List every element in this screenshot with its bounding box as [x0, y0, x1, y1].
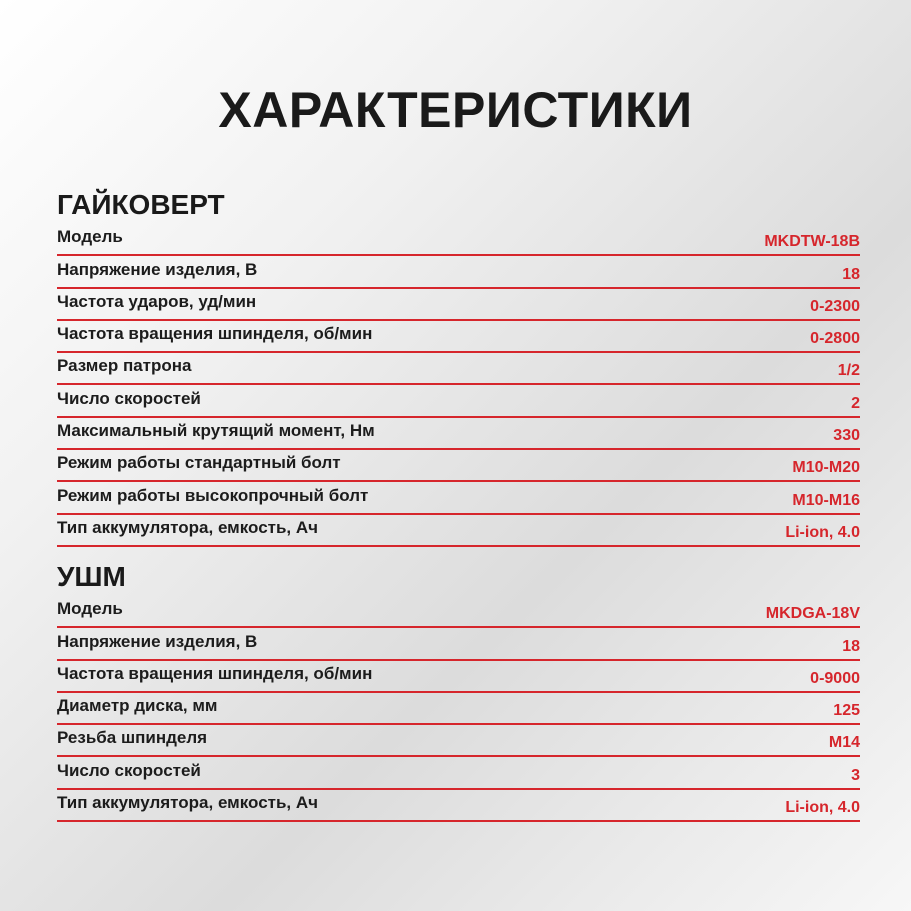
spec-row-spindle-thread — [57, 725, 860, 757]
spec-label: Диаметр диска, мм — [57, 696, 218, 716]
spec-row-voltage — [57, 628, 860, 660]
spec-label: Модель — [57, 599, 123, 619]
spec-label: Частота вращения шпинделя, об/мин — [57, 324, 373, 344]
spec-row-max-torque — [57, 418, 860, 450]
spec-label: Режим работы высокопрочный болт — [57, 485, 369, 505]
spec-value: 18 — [842, 265, 860, 283]
spec-value: M14 — [828, 734, 860, 752]
spec-value: 1/2 — [837, 362, 860, 380]
spec-value: M10-M16 — [792, 491, 860, 509]
spec-value: 125 — [833, 702, 860, 720]
spec-row-impact-rate — [57, 289, 860, 321]
spec-value: 0-2300 — [810, 297, 860, 315]
spec-label: Размер патрона — [57, 356, 192, 376]
spec-row-speeds — [57, 385, 860, 417]
spec-label: Модель — [57, 227, 123, 247]
spec-row-battery — [57, 515, 860, 547]
spec-row-speeds — [57, 757, 860, 789]
spec-value: 330 — [833, 427, 860, 445]
spec-label: Число скоростей — [57, 760, 201, 780]
spec-label: Режим работы стандартный болт — [57, 453, 341, 473]
page-title: ХАРАКТЕРИСТИКИ — [218, 82, 693, 138]
spec-label: Частота ударов, уд/мин — [57, 291, 257, 311]
spec-value: Li-ion, 4.0 — [785, 799, 860, 817]
spec-label: Частота вращения шпинделя, об/мин — [57, 663, 373, 683]
section-title: УШМ — [57, 561, 126, 592]
spec-label: Число скоростей — [57, 388, 201, 408]
spec-row-disc-diameter — [57, 693, 860, 725]
section-title: ГАЙКОВЕРТ — [57, 189, 225, 220]
spec-row-spindle-speed — [57, 661, 860, 693]
spec-row-model — [57, 596, 860, 628]
spec-row-standard-bolt — [57, 450, 860, 482]
spec-row-voltage — [57, 256, 860, 288]
spec-row-high-strength-bolt — [57, 482, 860, 514]
spec-value: 2 — [851, 394, 860, 412]
spec-label: Тип аккумулятора, емкость, Ач — [57, 517, 319, 537]
spec-value: MKDTW-18B — [764, 233, 860, 251]
spec-row-battery — [57, 790, 860, 822]
spec-row-chuck-size — [57, 353, 860, 385]
spec-label: Максимальный крутящий момент, Нм — [57, 421, 375, 441]
spec-label: Резьба шпинделя — [57, 728, 208, 748]
spec-value: Li-ion, 4.0 — [785, 523, 860, 541]
spec-value: MKDGA-18V — [765, 605, 860, 623]
spec-value: 0-9000 — [810, 669, 860, 687]
spec-value: 3 — [851, 766, 860, 784]
spec-value: 0-2800 — [810, 330, 860, 348]
spec-row-model — [57, 224, 860, 256]
spec-row-spindle-speed — [57, 321, 860, 353]
spec-value: 18 — [842, 637, 860, 655]
spec-label: Напряжение изделия, В — [57, 631, 258, 651]
spec-label: Тип аккумулятора, емкость, Ач — [57, 793, 319, 813]
spec-label: Напряжение изделия, В — [57, 259, 258, 279]
spec-value: M10-M20 — [792, 459, 860, 477]
section-angle-grinder — [57, 558, 860, 822]
section-impact-wrench — [57, 186, 860, 547]
